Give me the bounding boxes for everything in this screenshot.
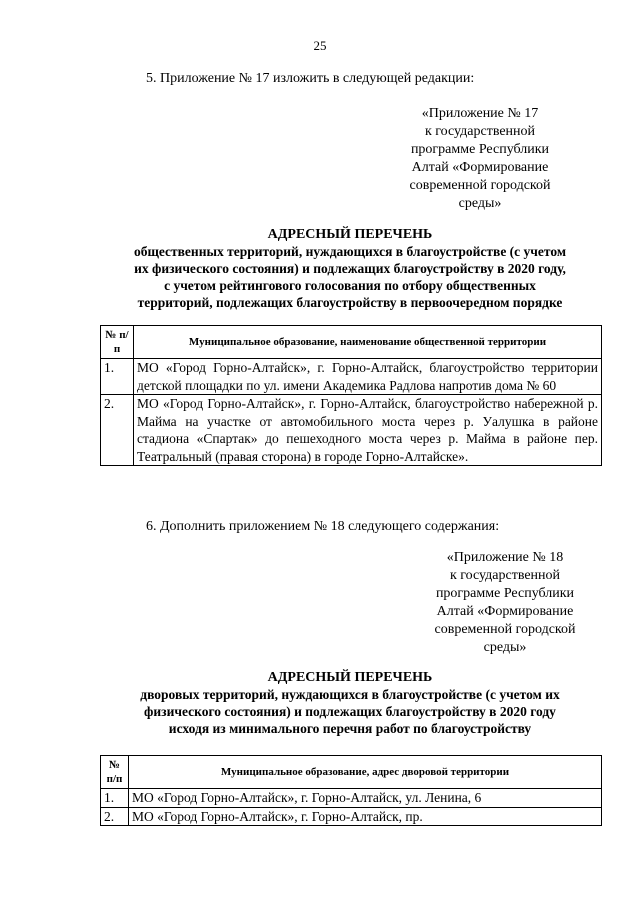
section5-appendix-reference: «Приложение № 17 к государственной программе Республики Алтай «Формирование современной городской среды»	[409, 106, 551, 211]
row-number: 1.	[101, 359, 134, 395]
row-number: 1.	[101, 789, 129, 808]
row-number: 2.	[101, 395, 134, 466]
row-address: МО «Город Горно-Алтайск», г. Горно-Алтайск, пр.	[129, 807, 602, 826]
row-territory: МО «Город Горно-Алтайск», г. Горно-Алтайск, благоустройство территории детской площадки по ул. имени Академика Радлова напротив дома № 60	[134, 359, 602, 395]
row-territory: МО «Город Горно-Алтайск», г. Горно-Алтайск, благоустройство набережной р. Майма на участке от автомобильного моста через р. Уалушка в районе стадиона «Спартак» до пешеходного моста через р. Майма в районе пер. Театральный (правая сторона) в городе Горно-Алтайске».	[134, 395, 602, 466]
column-header-number: № п/п	[101, 756, 129, 789]
column-header-address: Муниципальное образование, адрес дворовой территории	[129, 756, 602, 789]
section6-appendix-reference: «Приложение № 18 к государственной программе Республики Алтай «Формирование современной городской среды»	[434, 550, 576, 655]
row-address: МО «Город Горно-Алтайск», г. Горно-Алтайск, ул. Ленина, 6	[129, 789, 602, 808]
table-row	[101, 789, 602, 808]
section6-title: АДРЕСНЫЙ ПЕРЕЧЕНЬ	[267, 670, 433, 685]
section6-subtitle: дворовых территорий, нуждающихся в благоустройстве (с учетом их физического состояния) и подлежащих благоустройству в 2020 году исходя из минимального перечня работ по благоустройству	[140, 687, 560, 736]
table-row	[101, 359, 602, 395]
table-header-row	[101, 326, 602, 359]
section6-table	[100, 755, 602, 826]
section5-table	[100, 325, 602, 466]
table-row	[101, 807, 602, 826]
section5-intro: 5. Приложение № 17 изложить в следующей редакции:	[146, 71, 475, 86]
table-row	[101, 395, 602, 466]
page-number: 25	[313, 38, 327, 53]
section5-subtitle: общественных территорий, нуждающихся в благоустройстве (с учетом их физического состояния) и подлежащих благоустройству в 2020 году, с учетом рейтингового голосования по отбору общественных территорий, подлежащих благоустройству в первоочередном порядке	[133, 244, 567, 310]
table-header-row	[101, 756, 602, 789]
row-number: 2.	[101, 807, 129, 826]
column-header-number: № п/п	[101, 326, 134, 359]
section6-intro: 6. Дополнить приложением № 18 следующего содержания:	[146, 519, 500, 534]
section5-title: АДРЕСНЫЙ ПЕРЕЧЕНЬ	[267, 227, 433, 242]
column-header-territory: Муниципальное образование, наименование общественной территории	[134, 326, 602, 359]
